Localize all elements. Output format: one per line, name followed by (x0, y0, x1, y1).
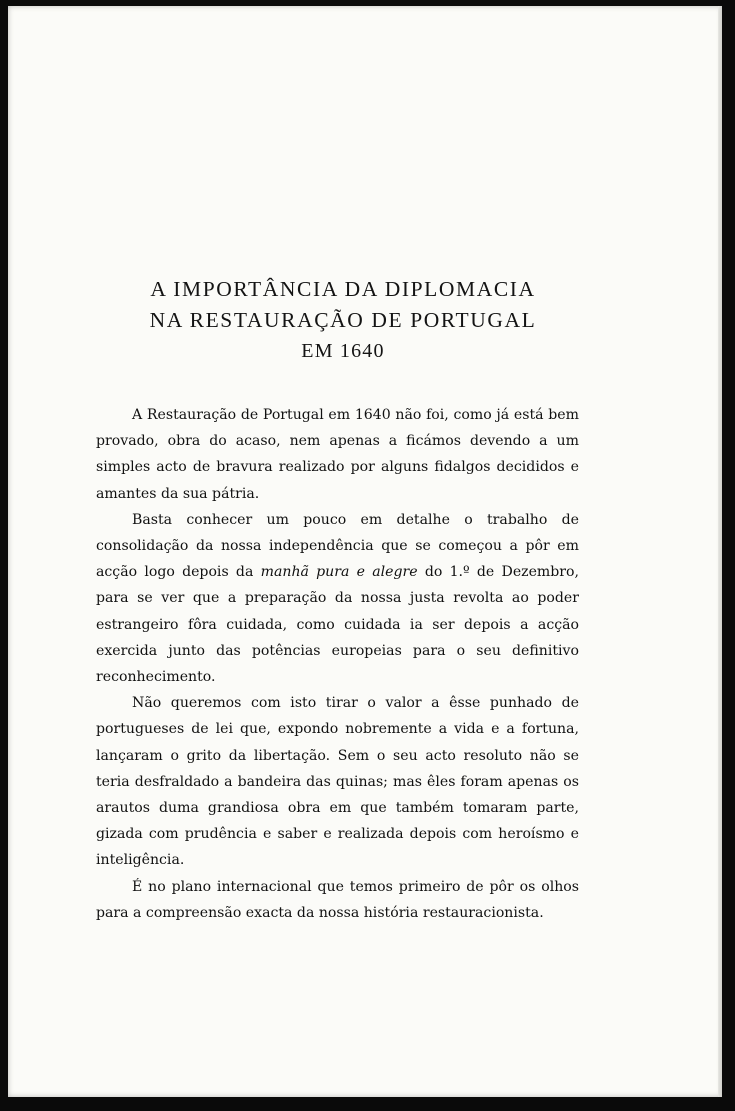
title-line-1: A IMPORTÂNCIA DA DIPLOMACIA (150, 277, 536, 301)
page-edge (718, 6, 722, 1097)
chapter-title (8, 274, 678, 367)
paragraph-1: A Restauração de Portugal em 1640 não foi, como já está bem provado, obra do acaso, nem apenas a ficámos devendo a um simples acto de bravura realizado por alguns fidalgos decididos e amantes da sua pátria. (96, 407, 579, 502)
paragraph-2 (96, 507, 579, 690)
paragraph-3: Não queremos com isto tirar o valor a êsse punhado de portugueses de lei que, expondo nobremente a vida e a fortuna, lançaram o grito da libertação. Sem o seu acto resoluto não se teria desfraldado a bandeira das quinas; mas êles foram apenas os arautos duma grandiosa obra em que também tomaram parte, gizada com prudência e saber e realizada depois com heroísmo e inteligência. (96, 695, 579, 869)
paragraph-4: É no plano internacional que temos primeiro de pôr os olhos para a compreensão exacta da nossa história restauracionista. (96, 878, 579, 921)
paragraph-2-text-start: Basta conhecer um pouco em detalhe o trabalho de consolidação da nossa independência que se começou a pôr em acção logo depois da (96, 511, 579, 581)
body-text (96, 402, 579, 926)
paragraph-2-italic-quote: manhã pura e alegre (260, 564, 418, 581)
book-page (8, 6, 722, 1097)
paragraph-2-text-end: do 1.º de Dezembro, para se ver que a preparação da nossa justa revolta ao poder estrangeiro fôra cuidada, como cuidada ia ser depois a acção exercida junto das potências europeias para o seu definitivo reconhecimento. (96, 564, 580, 686)
title-line-3: EM 1640 (301, 340, 385, 362)
title-line-2: NA RESTAURAÇÃO DE PORTUGAL (149, 308, 537, 332)
